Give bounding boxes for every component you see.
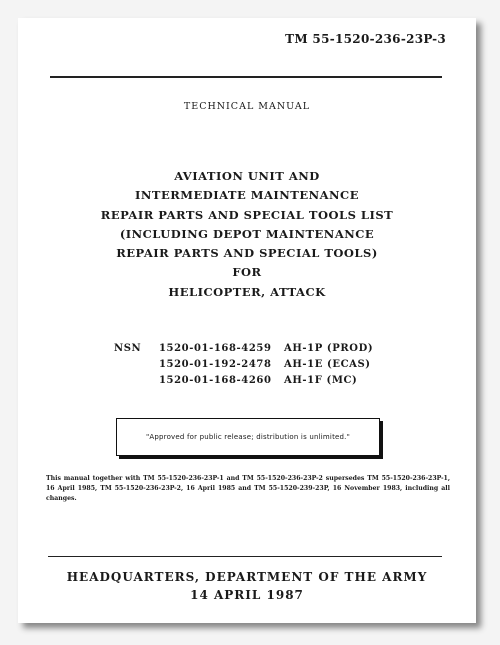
nsn-label: NSN (114, 343, 142, 354)
nsn-list (114, 341, 373, 389)
title-line: (INCLUDING DEPOT MAINTENANCE (119, 226, 375, 241)
title-line: REPAIR PARTS AND SPECIAL TOOLS LIST (100, 207, 394, 222)
publication-date: 14 APRIL 1987 (190, 588, 304, 602)
title-line: INTERMEDIATE MAINTENANCE (135, 188, 359, 203)
nsn-number: 1520-01-168-4259 (159, 343, 272, 354)
supersede-statement: This manual together with TM 55-1520-236-23P-1 and TM 55-1520-236-23P-2 supersedes TM 55-1520-236-23P-1, 16 April 1985, TM 55-1520-236-23P-2, 16 April 1985 and TM 55-1520-239-23P, 16 November 1983, including all changes. (46, 475, 450, 502)
issuing-authority (18, 568, 476, 604)
title-line: FOR (232, 265, 262, 280)
headquarters-line: HEADQUARTERS, DEPARTMENT OF THE ARMY (66, 570, 428, 584)
document-page (18, 18, 476, 623)
title-line: REPAIR PARTS AND SPECIAL TOOLS) (116, 246, 378, 261)
bottom-divider (48, 556, 442, 557)
manual-title (18, 167, 476, 302)
title-line: AVIATION UNIT AND (174, 169, 320, 183)
distribution-notice-text: "Approved for public release; distribution is unlimited." (145, 433, 351, 441)
nsn-row (114, 373, 373, 389)
document-number: TM 55-1520-236-23P-3 (285, 32, 446, 46)
top-divider (50, 76, 442, 78)
title-line: HELICOPTER, ATTACK (168, 284, 326, 299)
nsn-model: AH-1P (PROD) (284, 343, 374, 354)
nsn-model: AH-1E (ECAS) (284, 359, 371, 370)
nsn-number: 1520-01-168-4260 (159, 375, 272, 386)
nsn-number: 1520-01-192-2478 (159, 359, 272, 370)
nsn-row (114, 341, 373, 357)
manual-type: TECHNICAL MANUAL (183, 101, 311, 112)
nsn-model: AH-1F (MC) (284, 375, 358, 386)
nsn-row (114, 357, 373, 373)
distribution-notice (116, 418, 380, 456)
